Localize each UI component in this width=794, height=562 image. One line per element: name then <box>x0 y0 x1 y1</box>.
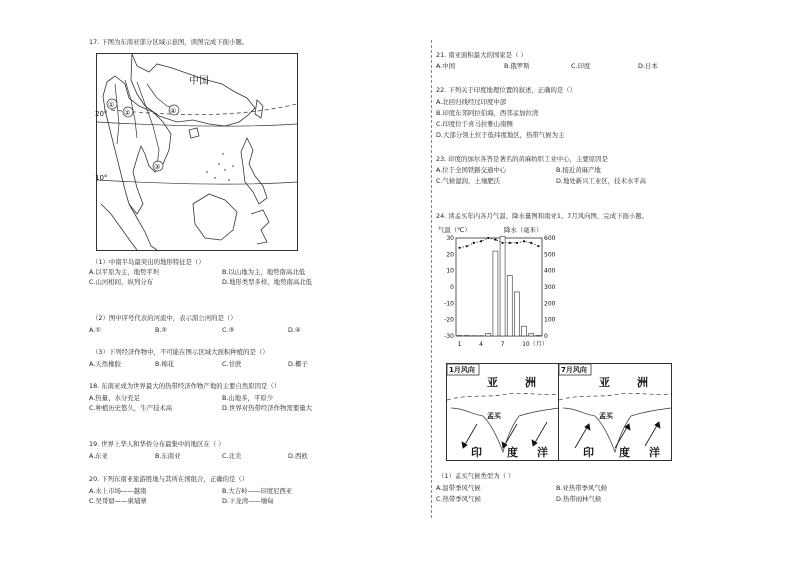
jan-label-yin: 印 <box>471 446 482 459</box>
river-1 <box>115 84 119 144</box>
temperature-point-8 <box>509 242 511 244</box>
chart-t-axis-label: 气温（℃） <box>438 226 471 234</box>
temperature-line <box>460 238 539 248</box>
q19-option-d: D.西欧 <box>288 452 308 460</box>
sulawesi-outline <box>251 210 269 244</box>
chart-x-tick-label: 10（月） <box>522 341 548 348</box>
map-marker-2: ② <box>124 109 131 117</box>
q17-3-option-d: D.椰子 <box>288 360 308 368</box>
map-marker-3: ③ <box>154 163 161 171</box>
jul-label-yin: 印 <box>583 446 594 459</box>
chart-x-tick-label: 4 <box>479 341 483 348</box>
jul-label-du: 度 <box>619 446 630 459</box>
jan-tropic-line <box>447 393 559 400</box>
q17-1-option-a: A.以平原为主，地势平坦 <box>89 268 160 276</box>
chart-x-tick-label: 7 <box>500 341 505 348</box>
lat-10-line <box>97 180 297 184</box>
q22-option-a: A.北回归线经过印度中部 <box>436 98 507 106</box>
q22-option-d: D.大部分领土位于低纬度地区，热带气候为主 <box>436 131 565 139</box>
q20-option-d: D.下龙湾——缅甸 <box>222 497 274 505</box>
temperature-point-4 <box>480 240 482 242</box>
q22-option-b: B.印度东邻阿拉伯海，西邻孟加拉湾 <box>436 109 539 117</box>
question-21: 21. 南亚面积最大的国家是（ ） <box>436 51 527 59</box>
chart-p-tick-label: 500 <box>544 251 556 259</box>
chart-plot-frame <box>456 238 542 336</box>
borneo-outline <box>193 194 237 240</box>
q17-2-option-b: B.② <box>155 326 168 334</box>
malay-outline <box>129 204 157 250</box>
jul-label-asia: 亚 <box>599 376 610 389</box>
q17-1-option-d: D.地形类型多样，地势南高北低 <box>222 278 313 286</box>
q20-option-a: A.水上市场——越南 <box>89 487 147 495</box>
q21-option-d: D.日本 <box>638 62 658 70</box>
precip-bar-5 <box>486 333 491 336</box>
jul-label-yang: 洋 <box>649 446 660 459</box>
q24-1-option-d: D.热带雨林气候 <box>556 495 602 503</box>
q17-2-option-d: D.④ <box>288 326 301 334</box>
temperature-point-7 <box>501 242 503 244</box>
jul-tropic-line <box>559 393 671 400</box>
chart-p-tick-label: 300 <box>544 284 556 291</box>
chart-p-tick-label: 400 <box>544 267 556 275</box>
sumatra-outline <box>101 204 137 250</box>
map-marker-1: ① <box>108 101 115 109</box>
lat-20-line <box>97 122 297 126</box>
chart-p-tick-label: 600 <box>544 235 556 242</box>
q17-2-option-a: A.① <box>89 326 102 334</box>
chart-t-tick-label: 10 <box>446 267 454 275</box>
jan-wind-title: 1月风向 <box>449 366 475 374</box>
chart-t-tick-label: 0 <box>450 284 454 291</box>
jul-wind-title: 7月风向 <box>561 366 587 374</box>
precip-bar-7 <box>500 236 505 336</box>
column-divider <box>431 40 432 518</box>
mumbai-climate-chart <box>436 222 556 352</box>
q17-3-option-a: A.天然橡胶 <box>89 360 121 368</box>
philippines-outline <box>241 138 267 204</box>
precip-bar-10 <box>522 326 527 336</box>
wind-map-jul-drawing <box>559 364 671 460</box>
hainan-outline <box>189 128 199 138</box>
wind-map-jan-drawing <box>447 364 559 460</box>
map-label-china: 中国 <box>189 76 209 87</box>
q22-option-c: C.印度位于喜马拉雅山南侧 <box>436 120 513 128</box>
question-19: 19. 世界上华人和华侨分布最集中的地区在（ ） <box>89 440 225 448</box>
q20-option-b: B.大吉岭——印度尼西亚 <box>222 487 293 495</box>
temperature-point-5 <box>487 237 489 239</box>
temperature-point-9 <box>516 242 518 244</box>
q18-option-d: D.世界对热带经济作物需要量大 <box>222 404 313 412</box>
q17-3-option-c: C.甘蔗 <box>222 360 242 368</box>
jan-label-asia: 亚 <box>487 376 498 389</box>
chart-t-tick-label: -30 <box>444 333 454 340</box>
chart-p-tick-label: 0 <box>544 333 548 340</box>
q17-2-option-c: C.③ <box>222 326 235 334</box>
jan-label-mumbai: 孟买 <box>487 412 501 420</box>
map-label-lat10: 10° <box>95 174 108 182</box>
china-outline <box>131 54 255 126</box>
q21-option-a: A.中国 <box>436 62 456 70</box>
temperature-point-11 <box>530 242 532 244</box>
q20-option-c: C.吴哥窟——柬埔寨 <box>89 497 147 505</box>
q19-option-c: C.北美 <box>222 452 242 460</box>
chart-p-tick-label: 200 <box>544 300 556 308</box>
q23-option-b: B.接近黄麻产地 <box>556 166 601 174</box>
chart-t-tick-label: -10 <box>444 300 454 308</box>
question-22: 22. 下列关于印度地理位置的叙述，正确的是（） <box>436 86 577 94</box>
q18-option-b: B.山地多，平原少 <box>222 394 274 402</box>
temperature-point-12 <box>537 245 539 247</box>
temperature-point-6 <box>494 239 496 241</box>
chart-t-tick-label: 30 <box>446 235 454 242</box>
temperature-point-1 <box>458 247 460 249</box>
precip-bar-6 <box>493 251 498 336</box>
chart-t-tick-label: 20 <box>446 251 454 259</box>
q19-option-b: B.东南亚 <box>155 452 181 460</box>
chart-p-tick-label: 100 <box>544 316 556 324</box>
jan-label-du: 度 <box>507 446 518 459</box>
wind-map-july <box>558 363 672 461</box>
temperature-point-3 <box>473 242 475 244</box>
map-drawing <box>97 54 297 250</box>
question-24-1: （1）孟买气候类型为（ ） <box>438 472 515 480</box>
indochina-outline <box>103 76 171 214</box>
taiwan-outline <box>255 100 263 118</box>
question-20: 20. 下列东南亚旅游胜地与其所在国组合，正确的是（） <box>89 475 249 483</box>
q23-option-c: C.气候湿润，土壤肥沃 <box>436 177 501 185</box>
chart-t-tick-label: -20 <box>444 316 454 324</box>
precip-bar-9 <box>514 292 519 336</box>
question-18: 18. 东南亚成为世界最大的热带经济作物产地的主要自然原因是（） <box>89 382 281 390</box>
precip-bar-8 <box>507 276 512 336</box>
q17-1-option-c: C.山河相间，纵列分布 <box>89 278 154 286</box>
q24-1-option-b: B.亚热带季风气候 <box>556 484 608 492</box>
question-17-2: （2）图中序号代表的河流中，表示湄公河的是（） <box>92 314 237 322</box>
q17-3-option-b: B.棉花 <box>155 360 175 368</box>
chart-p-axis-label: 降水（毫米） <box>504 226 543 234</box>
question-23: 23. 印度的加尔各答是著名的黄麻纺织工业中心，主要原因是 <box>436 155 608 163</box>
q23-option-d: D.地处新兴工业区，技术水平高 <box>556 177 647 185</box>
question-17-1: （1）中南半岛最突出的地形特征是（） <box>92 258 205 266</box>
q24-1-option-a: A.温带季风气候 <box>436 484 481 492</box>
chart-x-tick-label: 1 <box>457 341 462 348</box>
q21-option-b: B.俄罗斯 <box>504 62 530 70</box>
temperature-point-10 <box>523 240 525 242</box>
q24-1-option-c: C.热带季风气候 <box>436 495 481 503</box>
question-17-stem: 17. 下图为东南亚部分区域示意图，读图完成下面小题。 <box>89 38 249 46</box>
map-label-lat20: 20° <box>95 110 108 118</box>
question-24: 24. 读孟买年内各月气温、降水量图和南亚1、7月风向图，完成下面小题。 <box>436 212 649 220</box>
q17-1-option-b: B.以山地为主，地势南高北低 <box>222 268 306 276</box>
q23-option-a: A.位于全国铁路交通中心 <box>436 166 507 174</box>
jan-label-zhou: 洲 <box>525 376 536 389</box>
q21-option-c: C.印度 <box>571 62 591 70</box>
jan-label-yang: 洋 <box>537 446 548 459</box>
southeast-asia-map <box>96 53 298 251</box>
q18-option-c: C.种植历史悠久，生产技术高 <box>89 404 173 412</box>
jul-label-mumbai: 孟买 <box>599 412 613 420</box>
q18-option-a: A.热量、水分充足 <box>89 394 141 402</box>
wind-map-january <box>446 363 560 461</box>
question-17-3: （3）下列经济作物中，不可能在图示区域大面积种植的是（） <box>92 348 269 356</box>
temperature-point-2 <box>466 245 468 247</box>
q19-option-a: A.东亚 <box>89 452 109 460</box>
map-marker-4: ④ <box>170 107 177 115</box>
precip-bar-11 <box>529 334 534 336</box>
jul-label-zhou: 洲 <box>637 376 648 389</box>
